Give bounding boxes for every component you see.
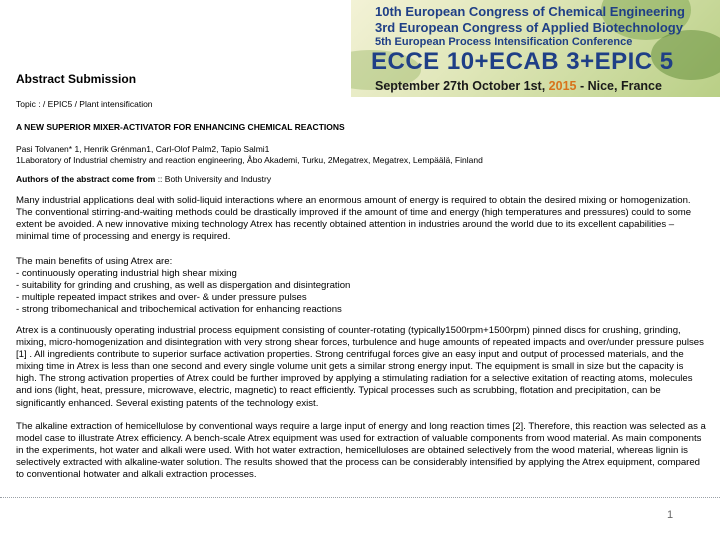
banner-line-3: 5th European Process Intensification Conference <box>375 36 633 48</box>
abstract-paragraph-3 <box>16 421 706 481</box>
paper-title: A NEW SUPERIOR MIXER-ACTIVATOR FOR ENHANCING CHEMICAL REACTIONS <box>16 122 345 132</box>
banner-year: 2015 <box>548 79 577 93</box>
topic-line: Topic : / EPIC5 / Plant intensification <box>16 99 153 109</box>
banner-dates <box>375 79 662 93</box>
abstract-paragraph-2 <box>16 325 706 410</box>
affiliations-line: 1Laboratory of Industrial chemistry and reaction engineering, Åbo Akademi, Turku, 2Megatrex, Megatrex, Lempäälä, Finland <box>16 155 483 165</box>
authors-origin <box>16 174 271 184</box>
paragraph-text: The alkaline extraction of hemicellulose by conventional ways require a large input of energy and long reaction times [2]. Therefore, this reaction was selected as a model case to illustrate Atrex efficiency. A bench-scale Atrex equipment was used for extraction of valuable components from wood material. As main components in the experiments, hot water and alkali were used. With hot water extraction, hemicelluloses are obtained selectively from the wood material, whereas lignin is selectively extracted with alkaline-water solution. The results showed that the process can be considerably intensified by applying the Atrex equipment, compared to conventional hotwater and alkali extraction processes. <box>16 421 706 481</box>
footer-divider <box>0 497 720 498</box>
conference-banner <box>351 0 720 97</box>
benefits-intro: The main benefits of using Atrex are: <box>16 256 173 267</box>
banner-location: - Nice, France <box>576 79 662 93</box>
benefits-list <box>16 268 706 316</box>
authors-line: Pasi Tolvanen* 1, Henrik Grénman1, Carl-Olof Palm2, Tapio Salmi1 <box>16 144 270 154</box>
paragraph-text: Atrex is a continuously operating industrial process equipment consisting of counter-rotating (typically1500rpm+1500rpm) pinned discs for crushing, grinding, mixing, micro-homogenization and disintegration with very strong shear forces, turbulence and huge amounts of repeated impacts and over/under pressure pulses [1] . All ingredients contribute to superior surface activation properties. Strong centrifugal forces give an easy input and output of processed materials, and the mixing time in Atrex is less than one second and every single volume unit gets a similar strong energy input. The equipment is small in size but the capacity is high. The strong activation properties of Atrex could be further improved by applying a stimulating radiation for a selective exitation of reacting atoms, molecules and ions (light, heat, pressure, microwave, electric, magnetic) to react efficiently. Typical processes such as scrubbing, flotation and precipitation, can be significantly enhanced. Several existing patents of the technology exist. <box>16 325 704 409</box>
banner-logo-text: ECCE 10+ECAB 3+EPIC 5 <box>371 48 674 75</box>
benefits-block <box>16 256 706 316</box>
page-title: Abstract Submission <box>16 72 137 86</box>
list-item: - multiple repeated impact strikes and over- & under pressure pulses <box>16 292 706 304</box>
abstract-paragraph-1 <box>16 195 706 243</box>
banner-dates-start: September 27th October 1st, <box>375 79 549 93</box>
list-item: - strong tribomechanical and tribochemical activation for enhancing reactions <box>16 304 706 316</box>
list-item: - continuously operating industrial high shear mixing <box>16 268 706 280</box>
authors-origin-label: Authors of the abstract come from <box>16 174 156 184</box>
banner-line-1: 10th European Congress of Chemical Engineering <box>375 4 685 19</box>
page-number: 1 <box>667 509 674 521</box>
paragraph-text: Many industrial applications deal with solid-liquid interactions where an enormous amount of energy is required to obtain the desired mixing or homogenization. The conventional stirring-and-waiting methods could be drastically improved if the amount of time and energy (high temperatures and pressures) could to some extent be avoided. A new innovative mixing technology Atrex has recently obtained attention in industries around the world due to its excellent capabilities – minimal time of processing and energy is required. <box>16 195 692 243</box>
banner-line-2: 3rd European Congress of Applied Biotechnology <box>375 20 683 35</box>
list-item: - suitability for grinding and crushing, as well as dispergation and disintegration <box>16 280 706 292</box>
authors-origin-value: :: Both University and Industry <box>155 174 272 184</box>
